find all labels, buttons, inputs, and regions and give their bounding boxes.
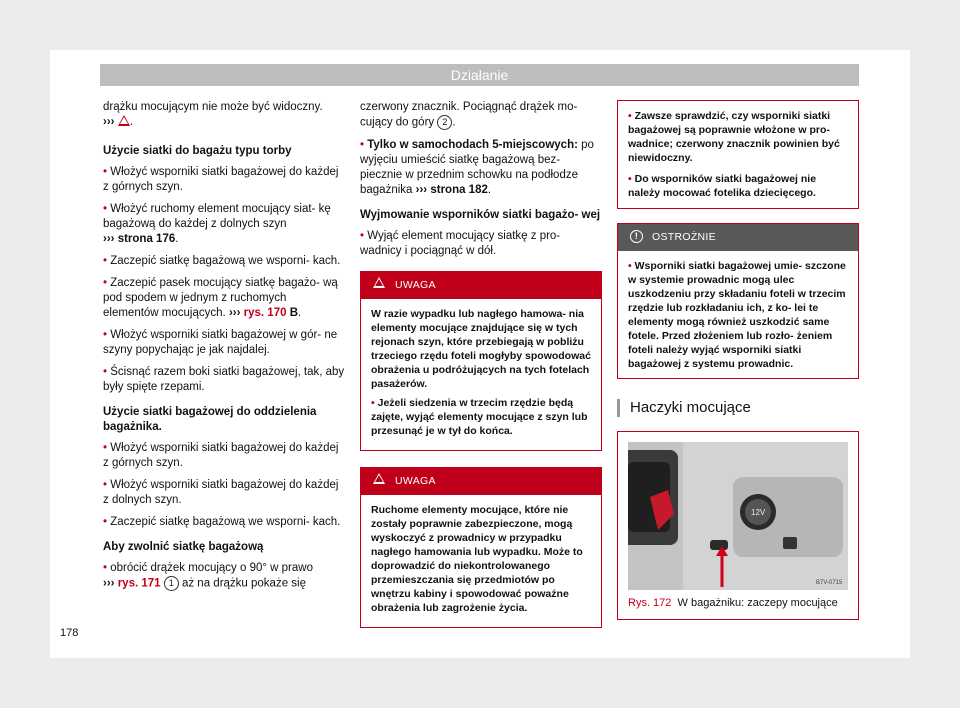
figure-link[interactable]: rys. 170 <box>243 307 287 319</box>
list-item: • Ścisnąć razem boki siatki bagażowej, tak, aby były spięte rzepami. <box>103 366 345 393</box>
warning-triangle-icon <box>118 115 130 126</box>
figure-link[interactable]: rys. 171 <box>117 577 161 590</box>
list-item: • Zaczepić pasek mocujący siatkę bagażo- wą pod spodem w jednym z ruchomych elementów mocujących. ››› rys. 170 B. <box>103 277 338 319</box>
list-item: • obrócić drążek mocujący o 90° w prawo ››› rys. 171 1 aż na drążku pokaże się <box>103 562 313 590</box>
section-title: Haczyki mocujące <box>617 399 859 417</box>
chevron-ref: ››› <box>103 116 115 128</box>
list-item: • Zaczepić siatkę bagażową we wsporni- kach. <box>103 255 341 267</box>
warning-triangle-icon <box>373 473 385 484</box>
list-item: • Włożyć wsporniki siatki bagażowej do każdej z górnych szyn. <box>103 442 339 469</box>
list-item: • Włożyć wsporniki siatki bagażowej do każdej z dolnych szyn. <box>103 479 339 506</box>
page-header: Działanie <box>100 64 859 86</box>
list-item: • Tylko w samochodach 5-miejscowych: po wyjęciu umieścić siatkę bagażową bez- piecznie w przednim schowku na podłodze bagażnika ››› strona 182. <box>360 138 594 196</box>
caution-header: ! OSTROŻNIE <box>618 224 858 251</box>
heading-separator-use: Użycie siatki bagażowej do oddzielenia bagażnika. <box>103 406 317 433</box>
page-number: 178 <box>60 627 79 639</box>
caution-box: ! OSTROŻNIE • Wsporniki siatki bagażowej umie- szczone w systemie prowadnic mogą ulec uszkodzeniu przy składaniu foteli w trzecim rzędzie lub rozkładaniu ich, z ko- lei te elementy mogą również uszkodzić same fotele. Przed złożeniem lub rozło- żeniem foteli należy wyjąć wsporniki siatki bagażowej z systemu prowadnic. <box>617 223 859 379</box>
warning-header: UWAGA <box>361 468 601 495</box>
heading-remove: Wyjmowanie wsporników siatki bagażo- wej <box>360 208 601 221</box>
warning-triangle-icon <box>373 277 385 288</box>
list-item: • Włożyć wsporniki siatki bagażowej do każdej z górnych szyn. <box>103 166 339 193</box>
hook-slot <box>710 540 728 550</box>
heading-bag-use: Użycie siatki do bagażu typu torby <box>103 145 292 157</box>
figure-image <box>628 442 848 590</box>
column-1 <box>103 100 345 599</box>
page-link[interactable]: strona 182 <box>430 183 488 196</box>
column-2 <box>360 100 602 644</box>
warning-box: UWAGA Ruchome elementy mocujące, które nie zostały poprawnie zabezpieczone, mogą wyskoczyć z prowadnicy w przypadku nagłego hamowania lub wypadku. Może to doprowadzić do niekontrolowanego przemieszczania się przedmiotów po wnętrzu kabiny i spowodować poważne obrażenia lub zagrożenie życia. <box>360 467 602 628</box>
warning-box-continued: • Zawsze sprawdzić, czy wsporniki siatki bagażowej są poprawnie włożone w pro- wadnice; czerwony znacznik powinien być niewidoczny. • Do wsporników siatki bagażowej nie należy mocować fotelika dziecięcego. <box>617 100 859 209</box>
figure-caption: Rys. 172 W bagażniku: zaczepy mocujące <box>628 597 838 609</box>
caution-circle-icon: ! <box>630 230 643 243</box>
warning-header: UWAGA <box>361 272 601 299</box>
list-item: • Wyjąć element mocujący siatkę z pro- wadnicy i pociągnąć w dół. <box>360 229 561 257</box>
list-item: • Zaczepić siatkę bagażową we wsporni- kach. <box>103 516 341 528</box>
figure-172 <box>617 431 859 620</box>
intro-text: drążku mocującym nie może być widoczny. ››› . <box>103 101 323 128</box>
list-item: • Włożyć wsporniki siatki bagażowej w gór- ne szyny popychając je jak najdalej. <box>103 329 338 356</box>
page-link[interactable]: strona 176 <box>117 233 176 245</box>
svg-text:12V: 12V <box>751 508 766 517</box>
heading-release: Aby zwolnić siatkę bagażową <box>103 541 264 553</box>
hooks-illustration <box>628 442 848 590</box>
callout-number: 2 <box>437 115 452 130</box>
paragraph: czerwony znacznik. Pociągnąć drążek mo- cujący do góry 2 . <box>360 101 578 129</box>
svg-text:B7V-0715: B7V-0715 <box>816 580 843 586</box>
list-item: • Włożyć ruchomy element mocujący siat- kę bagażową do każdej z dolnych szyn ››› strona 176. <box>103 203 331 245</box>
callout-number: 1 <box>164 576 179 591</box>
warning-box: UWAGA W razie wypadku lub nagłego hamowa- nia elementy mocujące znajdujące się w tych rejonach szyn, które przebiegają w pobliżu trzeciego rzędu foteli mogłyby spowodować obrażenia u podróżujących na tych fotelach pasażerów. • Jeżeli siedzenia w trzecim rzędzie będą zajęte, wyjąć elementy mocujące z szyn lub przesunąć je w tył do końca. <box>360 271 602 451</box>
column-3 <box>617 100 859 620</box>
